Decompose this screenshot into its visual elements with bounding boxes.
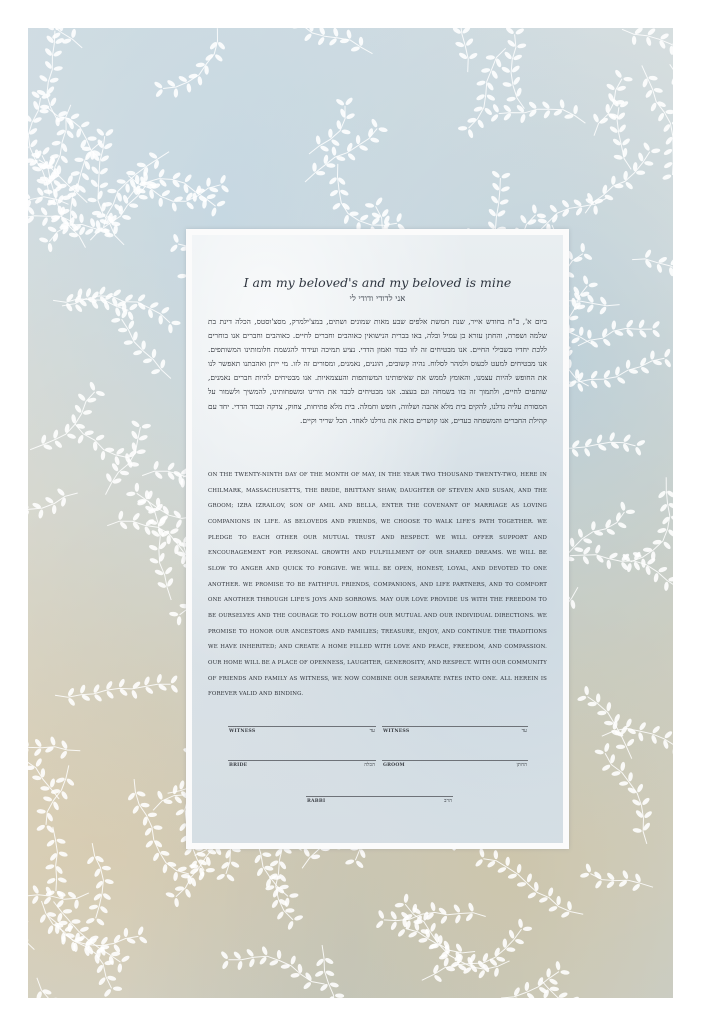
witness-label-hebrew: עד [521, 728, 527, 734]
groom-signature-line[interactable] [382, 760, 528, 773]
witness-label: WITNESS [383, 729, 410, 734]
title-english: I am my beloved's and my beloved is mine [243, 275, 512, 290]
english-text: ON THE TWENTY-NINTH DAY OF THE MONTH OF MAY, IN THE YEAR TWO THOUSAND TWENTY-TWO, HERE IN CHILMARK, MASSACHUSETTS, THE BRIDE, BRITTANY SHAW, DAUGHTER OF STEVEN AND SUSAN, AND THE GROOM; IZRA IZRAILOV, SON OF AMIL AND BELLA, ENTER THE COVENANT OF MARRIAGE AS LOVING COMPANIONS IN LIFE. AS BELOVEDS AND FRIENDS, WE CHOOSE TO WALK LIFE'S PATH TOGETHER. WE PLEDGE TO EACH OTHER OUR MUTUAL TRUST AND RESPECT. WE WILL OFFER SUPPORT AND ENCOURAGEMENT FOR PERSONAL GROWTH AND FULFILLMENT OF OUR SHARED DREAMS. WE WILL BE SLOW TO ANGER AND QUICK TO FORGIVE. WE WILL BE OPEN, HONEST, LOYAL, AND DEVOTED TO ONE ANOTHER. WE PROMISE TO BE FAITHFUL FRIENDS, COMPANIONS, AND LIFE PARTNERS, AND TO COMFORT ONE ANOTHER THROUGH LIFE'S JOYS AND SORROWS. MAY OUR LOVE PROVIDE US WITH THE FREEDOM TO BE OURSELVES AND THE COURAGE TO FOLLOW BOTH OUR MUTUAL AND OUR INDIVIDUAL DIRECTIONS. WE PROMISE TO HONOR OUR ANCESTORS AND FAMILIES; TREASURE, ENJOY, AND CONTINUE THE TRADITIONS WE HAVE INHERITED; AND CREATE A HOME FILLED WITH LOVE AND PEACE, FREEDOM, AND COMPASSION. OUR HOME WILL BE A PLACE OF OPENNESS, LAUGHTER, GENEROSITY, AND RESPECT. WITH OUR COMMUNITY OF FRIENDS AND FAMILY AS WITNESS, WE NOW COMBINE OUR SEPARATE FATES INTO ONE. ALL HEREIN IS FOREVER VALID AND BINDING. [208, 472, 547, 698]
rabbi-label: RABBI [307, 799, 326, 804]
text-panel [186, 229, 569, 849]
bride-label: BRIDE [229, 763, 248, 768]
title-hebrew: אני לדודי ודודי לי [349, 294, 406, 304]
bride-signature-line[interactable] [228, 760, 376, 773]
witness-signature-line-1[interactable] [228, 726, 376, 739]
witness-label-hebrew: עד [369, 728, 375, 734]
ketubah-artwork [28, 28, 673, 998]
witness-signature-line-2[interactable] [382, 726, 528, 739]
groom-label-hebrew: החתן [516, 762, 527, 768]
witness-label: WITNESS [229, 729, 256, 734]
bride-label-hebrew: הכלה [364, 762, 375, 768]
rabbi-signature-line[interactable] [306, 796, 453, 809]
rabbi-label-hebrew: הרב [443, 798, 452, 804]
hebrew-text: ביום א', כ"ח בחודש אייר, שנת חמשת אלפים שבע מאות שמונים ושתים, במצ'ילמרק, מסצ'וסטס, הכלה דינת בת שלמה ושפרה, והחתן עזרא בן עמיל ובלה, באו בברית הנישואין כאוהבים וחברים לחיים. כאוהבים וחברים אנו בוחרים ללכת יחדיו בשבילי החיים. אנו מבטיחים זה לזו כבוד ואמון הדדי. נציע תמיכה ועידוד להגשמת חלומותינו המשותפים. אנו מבטיחים למעט לכעוס ולמהר לסלוח. נהיה קשובים, הוגנים, נאמנים, ומסורים זה לזו. מי ייתן ואהבתנו תאפשר לנו את החופש להיות עצמנו, והאומץ לממש את שאיפותינו המשותפות והעצמאיות. אנו מבטיחים להיות חברים נאמנים, שותפים לחיים, ולתמוך זה בזו בשמחה וגם בעצב. אנו מבטיחים לכבד את הורינו ומשפחותינו, להמשיך ולשמור על המסורת עליה גדלנו, להקים בית מלא אהבה ושלווה, חופש וחמלה. בית מלא פתיחות, צחוק, צדקה וכבוד הדדי. יחד עם קהילת החברים והמשפחה כעדים, אנו קושרים בזאת את גורלנו לאחד. הכל שריר וקיים. [208, 317, 547, 425]
groom-label: GROOM [383, 763, 405, 768]
